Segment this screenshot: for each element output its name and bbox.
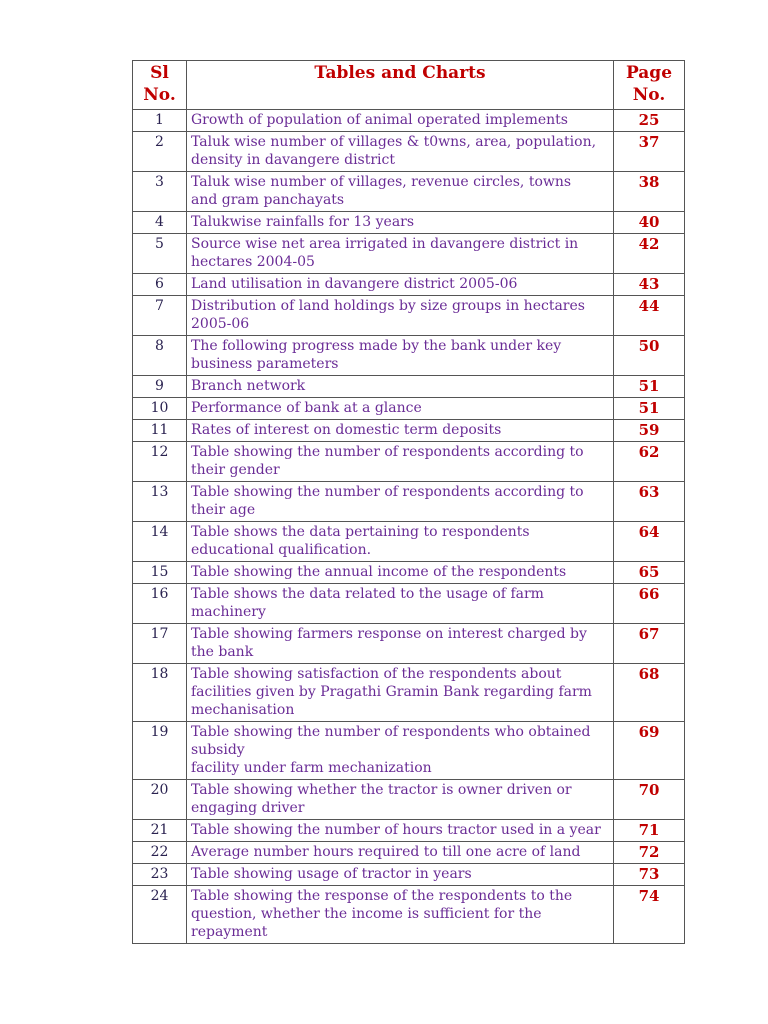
sl-number: 23 — [133, 864, 187, 886]
sl-number: 16 — [133, 584, 187, 624]
table-row — [133, 110, 685, 132]
table-row — [133, 420, 685, 442]
entry-title: Distribution of land holdings by size groups in hectares 2005-06 — [187, 296, 614, 336]
entry-title: Talukwise rainfalls for 13 years — [187, 212, 614, 234]
page-number: 63 — [614, 482, 685, 522]
sl-number: 3 — [133, 172, 187, 212]
page-number: 64 — [614, 522, 685, 562]
entry-title: Table showing the annual income of the respondents — [187, 562, 614, 584]
sl-number: 19 — [133, 722, 187, 780]
table-row — [133, 482, 685, 522]
table-row — [133, 624, 685, 664]
page-number: 74 — [614, 886, 685, 944]
page-number: 42 — [614, 234, 685, 274]
page-number: 50 — [614, 336, 685, 376]
entry-title: Average number hours required to till one acre of land — [187, 842, 614, 864]
sl-number: 6 — [133, 274, 187, 296]
page-number: 43 — [614, 274, 685, 296]
table-row — [133, 376, 685, 398]
table-row — [133, 132, 685, 172]
sl-number: 8 — [133, 336, 187, 376]
entry-title: Branch network — [187, 376, 614, 398]
page-number: 51 — [614, 398, 685, 420]
page-number: 65 — [614, 562, 685, 584]
sl-number: 20 — [133, 780, 187, 820]
table-row — [133, 212, 685, 234]
table-row — [133, 274, 685, 296]
sl-number: 10 — [133, 398, 187, 420]
page-number: 70 — [614, 780, 685, 820]
table-row — [133, 584, 685, 624]
entry-title: Table showing the response of the respondents to the question, whether the income is sufficient for the repayment — [187, 886, 614, 944]
page-number: 59 — [614, 420, 685, 442]
table-of-contents — [132, 60, 685, 944]
page-number: 72 — [614, 842, 685, 864]
sl-number: 9 — [133, 376, 187, 398]
table-row — [133, 820, 685, 842]
entry-title: Growth of population of animal operated implements — [187, 110, 614, 132]
table-row — [133, 442, 685, 482]
table-row — [133, 234, 685, 274]
sl-number: 18 — [133, 664, 187, 722]
entry-title: The following progress made by the bank under key business parameters — [187, 336, 614, 376]
entry-title: Table showing the number of respondents who obtained subsidy facility under farm mechanization — [187, 722, 614, 780]
sl-no-header: Sl No. — [133, 61, 187, 110]
entry-title: Table showing whether the tractor is owner driven or engaging driver — [187, 780, 614, 820]
entry-title: Table showing the number of respondents according to their gender — [187, 442, 614, 482]
entry-title: Table showing farmers response on interest charged by the bank — [187, 624, 614, 664]
table-row — [133, 522, 685, 562]
entry-title: Table showing the number of respondents according to their age — [187, 482, 614, 522]
page-number: 71 — [614, 820, 685, 842]
sl-number: 17 — [133, 624, 187, 664]
page-number: 51 — [614, 376, 685, 398]
tables-and-charts-header: Tables and Charts — [187, 61, 614, 110]
page-number: 25 — [614, 110, 685, 132]
sl-number: 5 — [133, 234, 187, 274]
entry-title: Taluk wise number of villages, revenue circles, towns and gram panchayats — [187, 172, 614, 212]
sl-number: 14 — [133, 522, 187, 562]
entry-title: Land utilisation in davangere district 2005-06 — [187, 274, 614, 296]
page-no-header: Page No. — [614, 61, 685, 110]
table-row — [133, 296, 685, 336]
entry-title: Rates of interest on domestic term deposits — [187, 420, 614, 442]
sl-number: 24 — [133, 886, 187, 944]
table-row — [133, 172, 685, 212]
entry-title: Source wise net area irrigated in davangere district in hectares 2004-05 — [187, 234, 614, 274]
table-row — [133, 398, 685, 420]
entry-title: Table shows the data pertaining to respondents educational qualification. — [187, 522, 614, 562]
table-row — [133, 842, 685, 864]
page-number: 66 — [614, 584, 685, 624]
table-row — [133, 864, 685, 886]
page-number: 67 — [614, 624, 685, 664]
entry-title: Table showing the number of hours tractor used in a year — [187, 820, 614, 842]
page-number: 40 — [614, 212, 685, 234]
page-number: 68 — [614, 664, 685, 722]
entry-title: Table shows the data related to the usage of farm machinery — [187, 584, 614, 624]
sl-number: 13 — [133, 482, 187, 522]
table-row — [133, 886, 685, 944]
sl-number: 12 — [133, 442, 187, 482]
table-row — [133, 562, 685, 584]
sl-number: 1 — [133, 110, 187, 132]
sl-number: 15 — [133, 562, 187, 584]
table-row — [133, 336, 685, 376]
sl-number: 21 — [133, 820, 187, 842]
table-row — [133, 664, 685, 722]
page-number: 62 — [614, 442, 685, 482]
header-row — [133, 61, 685, 110]
sl-number: 2 — [133, 132, 187, 172]
entry-title: Performance of bank at a glance — [187, 398, 614, 420]
table-row — [133, 722, 685, 780]
page-number: 38 — [614, 172, 685, 212]
entry-title: Table showing usage of tractor in years — [187, 864, 614, 886]
entry-title: Table showing satisfaction of the respondents about facilities given by Pragathi Gramin Bank regarding farm mechanisation — [187, 664, 614, 722]
page-number: 69 — [614, 722, 685, 780]
sl-number: 11 — [133, 420, 187, 442]
page-number: 44 — [614, 296, 685, 336]
page-number: 37 — [614, 132, 685, 172]
sl-number: 7 — [133, 296, 187, 336]
sl-number: 4 — [133, 212, 187, 234]
page-number: 73 — [614, 864, 685, 886]
table-row — [133, 780, 685, 820]
sl-number: 22 — [133, 842, 187, 864]
entry-title: Taluk wise number of villages & t0wns, area, population, density in davangere district — [187, 132, 614, 172]
